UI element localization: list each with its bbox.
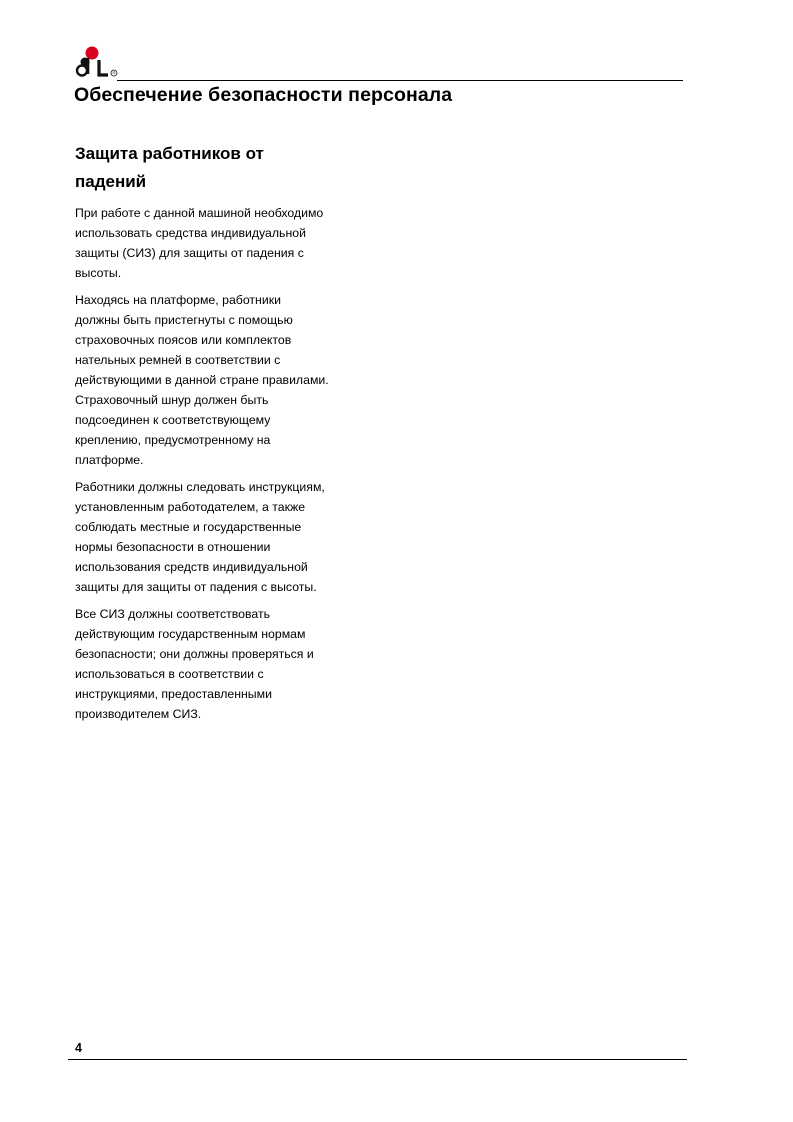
text-line: действующим государственным нормам [75, 627, 306, 641]
text-line: высоты. [75, 266, 122, 280]
text-line: использовать средства индивидуальной [75, 226, 306, 240]
text-line: инструкциями, предоставленными [75, 687, 272, 701]
text-line: Находясь на платформе, работники [75, 293, 281, 307]
text-line: Все СИЗ должны соответствовать [75, 607, 271, 621]
text-line: нательных ремней в соответствии с [75, 353, 281, 367]
paragraph-harness [75, 290, 375, 470]
text-line: защиты (СИЗ) для защиты от падения с [75, 246, 304, 260]
section-heading-line: Защита работников от [75, 144, 264, 163]
text-line: использоваться в соответствии с [75, 667, 264, 681]
registered-mark: ® [112, 70, 116, 76]
text-line: Страховочный шнур должен быть [75, 393, 269, 407]
page-number: 4 [75, 1041, 82, 1055]
text-line: действующими в данной стране правилами. [75, 373, 329, 387]
footer-rule [68, 1059, 687, 1060]
text-line: защиты для защиты от падения с высоты. [75, 580, 317, 594]
page-title: Обеспечение безопасности персонала [74, 84, 453, 106]
dl-logo-icon [72, 44, 120, 80]
text-line: нормы безопасности в отношении [75, 540, 271, 554]
text-line: должны быть пристегнуты с помощью [75, 313, 293, 327]
text-line: Работники должны следовать инструкциям, [75, 480, 325, 494]
text-line: креплению, предусмотренному на [75, 433, 271, 447]
paragraph-employer-instructions [75, 477, 375, 597]
text-line: производителем СИЗ. [75, 707, 202, 721]
paragraph-ppe-requirement [75, 203, 375, 283]
section-fall-protection [75, 140, 375, 731]
text-line: установленным работодателем, а также [75, 500, 306, 514]
paragraph-ppe-standards [75, 604, 375, 724]
text-line: При работе с данной машиной необходимо [75, 206, 324, 220]
text-line: использования средств индивидуальной [75, 560, 308, 574]
section-heading-line: падений [75, 172, 147, 191]
text-line: подсоединен к соответствующему [75, 413, 271, 427]
text-line: соблюдать местные и государственные [75, 520, 302, 534]
section-heading [75, 140, 375, 196]
text-line: безопасности; они должны проверяться и [75, 647, 314, 661]
header-rule [117, 80, 683, 81]
text-line: платформе. [75, 453, 144, 467]
text-line: страховочных поясов или комплектов [75, 333, 292, 347]
